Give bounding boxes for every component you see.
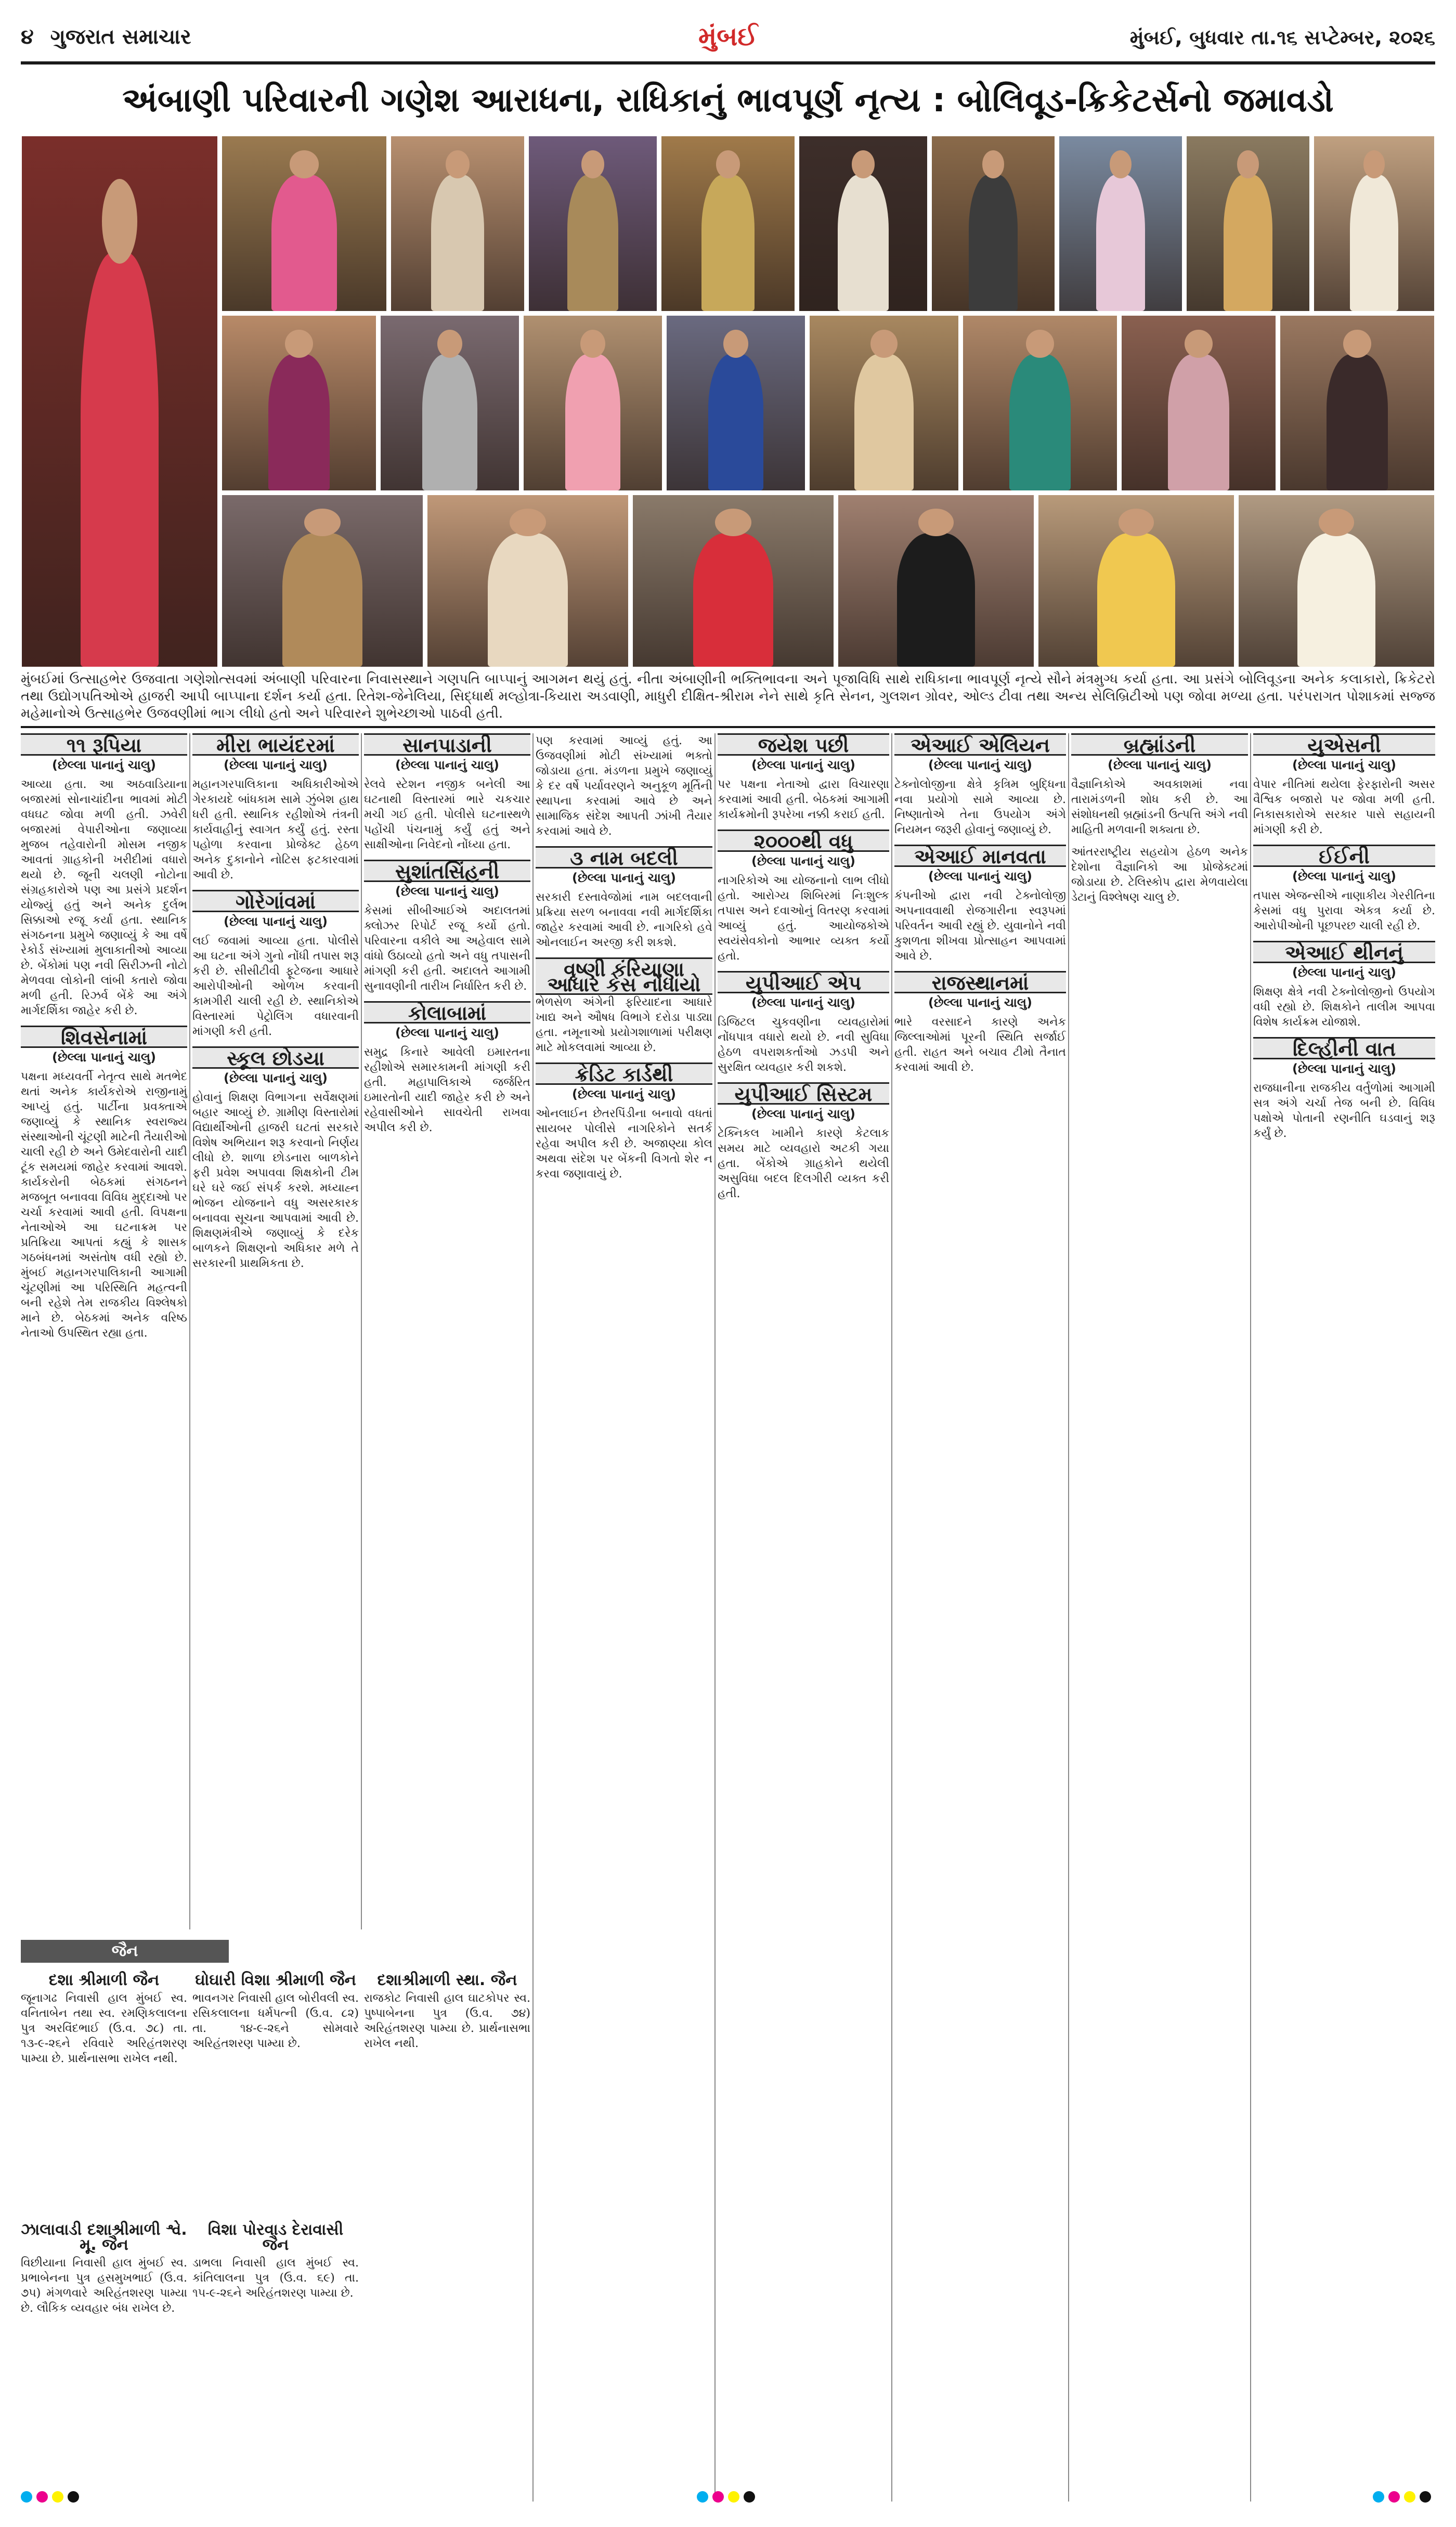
photo-subject-head bbox=[1237, 150, 1259, 178]
continuation-note: (છેલ્લા પાનાનું ચાલુ) bbox=[1107, 758, 1212, 772]
news-heading: એઆઈ માનવતા bbox=[894, 845, 1066, 867]
news-body: આંતરરાષ્ટ્રીય સહયોગ હેઠળ અનેક દેશોના વૈજ્ઞાનિકો આ પ્રોજેક્ટમાં જોડાયા છે. ટેલિસ્કોપ દ્વારા મેળવાયેલા ડેટાનું વિશ્લેષણ ચાલુ છે. bbox=[1071, 846, 1248, 904]
news-body: સરકારી દસ્તાવેજોમાં નામ બદલવાની પ્રક્રિયા સરળ બનાવવા નવી માર્ગદર્શિકા જાહેર કરવામાં આવી છે. નાગરિકો હવે ઓનલાઈન અરજી કરી શકશે. bbox=[536, 891, 712, 949]
article-column bbox=[536, 733, 712, 2502]
photo-subject bbox=[1009, 354, 1071, 490]
continuation-note: (છેલ્લા પાનાનું ચાલુ) bbox=[51, 758, 157, 772]
gallery-photo bbox=[1238, 494, 1435, 668]
news-body: ઓનલાઈન છેતરપિંડીના બનાવો વધતાં સાયબર પોલીસે નાગરિકોને સતર્ક રહેવા અપીલ કરી છે. અજાણ્યા કોલ અથવા સંદેશ પર બેંકની વિગતો શેર ન કરવા જણાવાયું છે. bbox=[536, 1107, 712, 1181]
news-heading: સાનપાડાની bbox=[364, 733, 530, 756]
registration-marks-center bbox=[697, 2491, 759, 2507]
obituary-text: રાજકોટ નિવાસી હાલ ઘાટકોપર સ્વ. પુષ્પાબેનના પુત્ર (ઉ.વ. ૭૪) અરિહંતશરણ પામ્યા છે. પ્રાર્થનાસભા રાખેલ નથી. bbox=[364, 1992, 530, 2050]
photo-gallery bbox=[21, 135, 1435, 668]
news-body: આવ્યા હતા. આ અઠવાડિયાના બજારમાં સોનાચાંદીના ભાવમાં મોટી વધઘટ જોવા મળી હતી. ઝવેરી બજારમાં વેપારીઓના જણાવ્યા મુજબ તહેવારોની મોસમ નજીક આવતાં ગ્રાહકોની ખરીદીમાં વધારો થયો છે. જૂની ચલણી નોટોના સંગ્રહકારોએ પણ આ પ્રસંગે પ્રદર્શન યોજ્યું હતું અને અનેક દુર્લભ સિક્કાઓ રજૂ કર્યા હતા. સ્થાનિક સંગઠનના પ્રમુખે જણાવ્યું કે આ વર્ષે રેકોર્ડ સંખ્યામાં મુલાકાતીઓ આવ્યા છે. બેંકોમાં પણ નવી સિરીઝની નોટો મેળવવા લોકોની લાંબી કતારો જોવા મળી હતી. રિઝર્વ બેંકે આ અંગે માર્ગદર્શિકા જાહેર કરી છે. bbox=[21, 778, 187, 1017]
gallery-photo bbox=[962, 315, 1118, 491]
photo-subject bbox=[567, 175, 618, 311]
gallery-photo bbox=[660, 135, 796, 312]
gallery-photo bbox=[1186, 135, 1310, 312]
photo-subject bbox=[488, 533, 568, 667]
news-item bbox=[718, 971, 889, 1075]
yellow-mark bbox=[52, 2491, 63, 2503]
news-heading: શિવસેનામાં bbox=[21, 1026, 187, 1048]
news-body: પક્ષના મધ્યવર્તી નેતૃત્વ સાથે મતભેદ થતાં અનેક કાર્યકરોએ રાજીનામું આપ્યું હતું. પાર્ટીના પ્રવક્તાએ જણાવ્યું કે સ્થાનિક સ્વરાજ્ય સંસ્થાઓની ચૂંટણી માટેની તૈયારીઓ ચાલી રહી છે અને ઉમેદવારોની યાદી ટૂંક સમયમાં જાહેર કરવામાં આવશે. કાર્યકરોની બેઠકમાં સંગઠનને મજબૂત બનાવવા વિવિધ મુદ્દાઓ પર ચર્ચા કરવામાં આવી હતી. વિપક્ષના નેતાઓએ આ ઘટનાક્રમ પર પ્રતિક્રિયા આપતાં કહ્યું કે શાસક ગઠબંધનમાં અસંતોષ વધી રહ્યો છે. મુંબઈ મહાનગરપાલિકાની આગામી ચૂંટણીમાં આ પરિસ્થિતિ મહત્વની બની રહેશે તેમ રાજકીય વિશ્લેષકો માને છે. બેઠકમાં અનેક વરિષ્ઠ નેતાઓ ઉપસ્થિત રહ્યા હતા. bbox=[21, 1070, 187, 1340]
obituary-text: ભાવનગર નિવાસી હાલ બોરીવલી સ્વ. રસિકલાલના ધર્મપત્ની (ઉ.વ. ૮૨) તા. ૧૪-૯-૨૬ને સોમવારે અરિહંતશરણ પામ્યા છે. bbox=[192, 1992, 359, 2050]
news-item bbox=[364, 733, 530, 852]
photo-subject bbox=[1350, 175, 1398, 311]
photo-subject bbox=[969, 175, 1018, 311]
photo-subject-head bbox=[1026, 330, 1054, 358]
news-item bbox=[536, 957, 712, 1055]
photo-subject-head bbox=[870, 330, 897, 358]
gallery-photo bbox=[1279, 315, 1435, 491]
continuation-note: (છેલ્લા પાનાનું ચાલુ) bbox=[223, 758, 328, 772]
obituary-text: વિછીયાના નિવાસી હાલ મુંબઈ સ્વ. પ્રભાબેનના પુત્ર હસમુખભાઈ (ઉ.વ. ૭૫) મંગળવારે અરિહંતશરણ પામ્યા છે. લૌકિક વ્યવહાર બંધ રાખેલ છે. bbox=[21, 2257, 187, 2315]
photo-subject bbox=[81, 253, 159, 667]
gallery-photo bbox=[426, 494, 629, 668]
news-item bbox=[21, 733, 187, 1018]
news-body: ભારે વરસાદને કારણે અનેક જિલ્લાઓમાં પૂરની સ્થિતિ સર્જાઈ હતી. રાહત અને બચાવ ટીમો તૈનાત કરવામાં આવી છે. bbox=[894, 1016, 1066, 1074]
column-rule bbox=[532, 733, 534, 2502]
yellow-mark bbox=[728, 2491, 739, 2503]
photo-subject-head bbox=[304, 509, 340, 536]
photo-subject bbox=[1168, 354, 1229, 490]
photo-subject-head bbox=[852, 150, 875, 178]
photo-subject-head bbox=[285, 330, 313, 358]
news-item bbox=[1253, 941, 1435, 1030]
magenta-mark bbox=[36, 2491, 48, 2503]
photo-subject bbox=[693, 533, 773, 667]
photo-subject bbox=[565, 354, 620, 490]
gallery-photo bbox=[837, 494, 1035, 668]
continuation-note: (છેલ્લા પાનાનું ચાલુ) bbox=[1292, 758, 1397, 772]
cyan-mark bbox=[1373, 2491, 1384, 2503]
masthead-rule bbox=[21, 61, 1435, 64]
gallery-photo bbox=[632, 494, 835, 668]
news-body: હોવાનું શિક્ષણ વિભાગના સર્વેક્ષણમાં બહાર આવ્યું છે. ગ્રામીણ વિસ્તારોમાં વિદ્યાર્થીઓની હાજરી ઘટતાં સરકારે વિશેષ અભિયાન શરૂ કરવાનો નિર્ણય લીધો છે. શાળા છોડનારા બાળકોને ફરી પ્રવેશ અપાવવા શિક્ષકોની ટીમ ઘરે ઘરે જઈ સંપર્ક કરશે. મધ્યાહ્ન ભોજન યોજનાને વધુ અસરકારક બનાવવા સૂચના આપવામાં આવી છે. શિક્ષણમંત્રીએ જણાવ્યું કે દરેક બાળકને શિક્ષણનો અધિકાર મળે તે સરકારની પ્રાથમિકતા છે. bbox=[192, 1091, 359, 1270]
photo-subject-head bbox=[1319, 509, 1354, 536]
black-mark bbox=[1420, 2491, 1431, 2503]
gallery-photo bbox=[21, 135, 218, 668]
news-item bbox=[536, 733, 712, 839]
news-body: વેપાર નીતિમાં થયેલા ફેરફારોની અસર વૈશ્વિક બજારો પર જોવા મળી હતી. નિકાસકારોએ સરકાર પાસે સહાયની માંગણી કરી છે. bbox=[1253, 778, 1435, 836]
news-heading: વૃષ્ણી કંરિયાણા આધાર કેસ નોંધાયો bbox=[536, 957, 712, 995]
masthead-left bbox=[21, 25, 191, 49]
news-item bbox=[894, 971, 1066, 1075]
news-body: શિક્ષણ ક્ષેત્રે નવી ટેક્નોલોજીનો ઉપયોગ વધી રહ્યો છે. શિક્ષકોને તાલીમ આપવા વિશેષ કાર્યક્રમ યોજાશે. bbox=[1253, 986, 1435, 1029]
obituary-entry bbox=[364, 1968, 530, 2478]
gallery-photo bbox=[221, 494, 424, 668]
magenta-mark bbox=[1388, 2491, 1400, 2503]
photo-subject-head bbox=[1110, 150, 1132, 178]
obituary-community-title: ઝાલાવાડી દશાશ્રીમાળી શ્વે. મૂ. જૈન bbox=[21, 2221, 187, 2254]
photo-subject-head bbox=[716, 150, 740, 178]
gallery-photo bbox=[380, 315, 520, 491]
gallery-photo bbox=[931, 135, 1056, 312]
continuation-note: (છેલ્લા પાનાનું ચાલુ) bbox=[223, 1071, 328, 1085]
continuation-note: (છેલ્લા પાનાનું ચાલુ) bbox=[51, 1050, 157, 1065]
dateline: મુંબઈ, બુધવાર તા.૧૬ સપ્ટેમ્બર, ૨૦૨૬ bbox=[1129, 26, 1435, 49]
column-rule bbox=[1250, 733, 1251, 2502]
photo-subject bbox=[701, 175, 755, 311]
column-rule bbox=[714, 733, 716, 2502]
gallery-caption: મુંબઈમાં ઉત્સાહભેર ઉજવાતા ગણેશોત્સવમાં અંબાણી પરિવારના નિવાસસ્થાને ગણપતિ બાપ્પાનું આગમન થયું હતું. નીતા અંબાણીની ભક્તિભાવના અને પૂજાવિધિ સાથે રાધિકાના ભાવપૂર્ણ નૃત્યે સૌને મંત્રમુગ્ધ કર્યા હતા. આ પ્રસંગે બોલિવૂડના અનેક કલાકારો, ક્રિકેટરો તથા ઉદ્યોગપતિઓએ હાજરી આપી બાપ્પાના દર્શન કર્યા હતા. રિતેશ-જેનેલિયા, સિદ્ધાર્થ મલ્હોત્રા-કિયારા અડવાણી, માધુરી દીક્ષિત-શ્રીરામ નેને સાથે કૃતિ સેનન, ગુલશન ગ્રોવર, ઓલ્ડ ટીવા તથા અન્ય સેલિબ્રિટીઓ પણ જોવા મળ્યા હતા. પરંપરાગત પોશાકમાં સજ્જ મહેમાનોએ ઉત્સાહભેર ઉજવણીમાં ભાગ લીધો હતો અને પરિવારને શુભેચ્છાઓ પાઠવી હતી. bbox=[21, 671, 1435, 721]
gallery-photo bbox=[666, 315, 806, 491]
gallery-photo bbox=[221, 135, 387, 312]
gallery-photo bbox=[1037, 494, 1235, 668]
photo-subject-head bbox=[1185, 330, 1212, 358]
photo-subject-head bbox=[581, 150, 604, 178]
news-heading: દિલ્હીની વાત bbox=[1253, 1037, 1435, 1059]
gallery-photo bbox=[221, 315, 377, 491]
photo-subject-head bbox=[1119, 509, 1154, 536]
gallery-photo bbox=[809, 315, 959, 491]
news-body: સમુદ્ર કિનારે આવેલી ઇમારતના રહીશોએ સમારકામની માંગણી કરી હતી. મહાપાલિકાએ જર્જરિત ઇમારતોની યાદી જાહેર કરી છે અને રહેવાસીઓને સાવચેતી રાખવા અપીલ કરી છે. bbox=[364, 1046, 530, 1134]
photo-subject-head bbox=[446, 150, 470, 178]
obituary-banner: જૈન bbox=[21, 1940, 229, 1963]
article-column bbox=[1071, 733, 1248, 2502]
photo-subject bbox=[1327, 354, 1388, 490]
photo-subject-head bbox=[580, 330, 605, 358]
news-item bbox=[536, 846, 712, 950]
news-heading: ૨૦૦૦થી વધુ bbox=[718, 830, 889, 852]
continuation-note: (છેલ્લા પાનાનું ચાલુ) bbox=[751, 1107, 856, 1121]
continuation-note: (છેલ્લા પાનાનું ચાલુ) bbox=[223, 914, 328, 929]
news-body: લઈ જવામાં આવ્યા હતા. પોલીસે આ ઘટના અંગે ગુનો નોંધી તપાસ શરૂ કરી છે. સીસીટીવી ફૂટેજના આધારે આરોપીઓની ઓળખ કરવાની કામગીરી ચાલી રહી છે. સ્થાનિકોએ વિસ્તારમાં પેટ્રોલિંગ વધારવાની માંગણી કરી હતી. bbox=[192, 935, 359, 1038]
registration-marks-right bbox=[1373, 2491, 1435, 2507]
news-heading: સ્કૂલ છોડયા bbox=[192, 1046, 359, 1069]
photo-subject bbox=[1097, 533, 1175, 667]
article-column bbox=[192, 733, 359, 1929]
news-item bbox=[21, 1026, 187, 1341]
news-item bbox=[1071, 845, 1248, 905]
news-item bbox=[536, 1062, 712, 1182]
gallery-photo bbox=[523, 315, 663, 491]
obituary-entry bbox=[192, 1968, 359, 2213]
article-column bbox=[21, 733, 187, 1929]
photo-subject-head bbox=[510, 509, 545, 536]
news-heading: કોલાબામાં bbox=[364, 1001, 530, 1023]
news-item bbox=[718, 830, 889, 964]
news-heading: યુએસની bbox=[1253, 733, 1435, 756]
photo-subject-head bbox=[918, 509, 954, 536]
gallery-photo bbox=[798, 135, 928, 312]
page-number: ૪ bbox=[21, 25, 34, 49]
photo-subject-head bbox=[715, 509, 751, 536]
article-column bbox=[1253, 733, 1435, 2502]
photo-subject bbox=[838, 175, 889, 311]
news-body: રાજધાનીના રાજકીય વર્તુળોમાં આગામી સત્ર અંગે ચર્ચા તેજ બની છે. વિવિધ પક્ષોએ પોતાની રણનીતિ ઘડવાનું શરૂ કર્યું છે. bbox=[1253, 1082, 1435, 1140]
news-heading: જયેશ પછી bbox=[718, 733, 889, 756]
magenta-mark bbox=[712, 2491, 724, 2503]
gallery-photo bbox=[390, 135, 525, 312]
news-item bbox=[718, 1082, 889, 1201]
news-heading: યુપીઆઈ એપ bbox=[718, 971, 889, 993]
photo-subject bbox=[422, 354, 477, 490]
yellow-mark bbox=[1404, 2491, 1415, 2503]
news-body: ભેળસેળ અંગેની ફરિયાદના આધારે ખાદ્ય અને ઔષધ વિભાગે દરોડા પાડ્યા હતા. નમૂનાઓ પ્રયોગશાળામાં પરીક્ષણ માટે મોકલવામાં આવ્યા છે. bbox=[536, 996, 712, 1054]
news-heading: ઈઈની bbox=[1253, 845, 1435, 867]
masthead bbox=[21, 15, 1435, 61]
photo-subject-head bbox=[982, 150, 1004, 178]
continuation-note: (છેલ્લા પાનાનું ચાલુ) bbox=[928, 995, 1033, 1010]
news-body: વૈજ્ઞાનિકોએ અવકાશમાં નવા તારામંડળની શોધ કરી છે. આ સંશોધનથી બ્રહ્માંડની ઉત્પત્તિ અંગે નવી માહિતી મળવાની શક્યતા છે. bbox=[1071, 778, 1248, 836]
news-heading: ૧૧ રૂપિયા bbox=[21, 733, 187, 756]
news-item bbox=[894, 733, 1066, 837]
black-mark bbox=[744, 2491, 755, 2503]
news-heading: ગોરેગાંવમાં bbox=[192, 890, 359, 912]
news-item bbox=[894, 845, 1066, 964]
news-body: તપાસ એજન્સીએ નાણાકીય ગેરરીતિના કેસમાં વધુ પુરાવા એકત્ર કર્યા છે. આરોપીઓની પૂછપરછ ચાલી રહી છે. bbox=[1253, 889, 1435, 932]
news-body: ટેક્નોલોજીના ક્ષેત્રે કૃત્રિમ બુદ્ધિના નવા પ્રયોગો સામે આવ્યા છે. નિષ્ણાતોએ તેના ઉપયોગ અંગે નિયમન જરૂરી હોવાનું જણાવ્યું છે. bbox=[894, 778, 1066, 836]
main-headline: અંબાણી પરિવારની ગણેશ આરાધના, રાધિકાનું ભાવપૂર્ણ નૃત્ય : બોલિવૂડ-ક્રિકેટર્સનો જમાવડો bbox=[122, 81, 1334, 120]
continuation-note: (છેલ્લા પાનાનું ચાલુ) bbox=[571, 871, 677, 885]
news-item bbox=[1253, 733, 1435, 837]
news-body: મહાનગરપાલિકાના અધિકારીઓએ ગેરકાયદે બાંધકામ સામે ઝુંબેશ હાથ ધરી હતી. સ્થાનિક રહીશોએ તંત્રની કાર્યવાહીનું સ્વાગત કર્યું હતું. રસ્તા પહોળા કરવાના પ્રોજેક્ટ હેઠળ અનેક દુકાનોને નોટિસ ફટકારવામાં આવી છે. bbox=[192, 778, 359, 882]
photo-subject bbox=[1096, 175, 1145, 311]
column-rule bbox=[891, 733, 892, 2502]
news-item bbox=[192, 890, 359, 1039]
photo-subject-head bbox=[290, 150, 319, 178]
obituary-text: ડાભલા નિવાસી હાલ મુંબઈ સ્વ. કાંતિલાલના પુત્ર (ઉ.વ. ૬૯) તા. ૧૫-૯-૨૬ને અરિહંતશરણ પામ્યા છે. bbox=[192, 2257, 359, 2300]
article-column bbox=[364, 733, 530, 1929]
news-item bbox=[192, 1046, 359, 1271]
news-item bbox=[1253, 845, 1435, 934]
news-item bbox=[718, 733, 889, 822]
news-heading: એઆઈ એલિયન bbox=[894, 733, 1066, 756]
photo-subject bbox=[1297, 533, 1375, 667]
cyan-mark bbox=[697, 2491, 708, 2503]
photo-subject bbox=[431, 175, 484, 311]
news-item bbox=[192, 733, 359, 883]
obituary-text: જૂનાગઢ નિવાસી હાલ મુંબઈ સ્વ. વનિતાબેન તથા સ્વ. રમણિકલાલના પુત્ર અરવિંદભાઈ (ઉ.વ. ૭૮) તા. ૧૩-૯-૨૬ને રવિવારે અરિહંતશરણ પામ્યા છે. પ્રાર્થનાસભા રાખેલ નથી. bbox=[21, 1992, 187, 2065]
registration-marks-left bbox=[21, 2491, 83, 2507]
article-column bbox=[718, 733, 889, 2502]
news-body: કંપનીઓ દ્વારા નવી ટેક્નોલોજી અપનાવવાથી રોજગારીના સ્વરૂપમાં પરિવર્તન આવી રહ્યું છે. યુવાનોને નવી કુશળતા શીખવા પ્રોત્સાહન આપવામાં આવે છે. bbox=[894, 889, 1066, 963]
photo-subject bbox=[268, 354, 330, 490]
news-heading: ક્રેડિટ કાર્ડથી bbox=[536, 1062, 712, 1085]
news-heading: યુપીઆઈ સિસ્ટમ bbox=[718, 1082, 889, 1105]
news-body: પર પક્ષના નેતાઓ દ્વારા વિચારણા કરવામાં આવી હતી. બેઠકમાં આગામી કાર્યક્રમોની રૂપરેખા નક્કી કરાઈ હતી. bbox=[718, 778, 889, 821]
news-body: કેસમાં સીબીઆઈએ અદાલતમાં ક્લોઝર રિપોર્ટ રજૂ કર્યો હતો. પરિવારના વકીલે આ અહેવાલ સામે વાંધો ઉઠાવ્યો હતો અને વધુ તપાસની માંગણી કરી હતી. અદાલતે આગામી સુનાવણીની તારીખ નિર્ધારિત કરી છે. bbox=[364, 904, 530, 993]
obituary-entry bbox=[192, 2218, 359, 2478]
news-body: નાગરિકોએ આ યોજનાનો લાભ લીધો હતો. આરોગ્ય શિબિરમાં નિઃશુલ્ક તપાસ અને દવાઓનું વિતરણ કરવામાં આવ્યું હતું. આયોજકોએ સ્વયંસેવકોનો આભાર વ્યક્ત કર્યો હતો. bbox=[718, 874, 889, 963]
gallery-photo bbox=[1121, 315, 1277, 491]
continuation-note: (છેલ્લા પાનાનું ચાલુ) bbox=[1292, 869, 1397, 884]
photo-subject bbox=[271, 175, 337, 311]
obituary-community-title: દશાશ્રીમાળી સ્થા. જૈન bbox=[377, 1971, 517, 1989]
obituary-community-title: દશા શ્રીમાળી જૈન bbox=[48, 1971, 160, 1989]
news-heading: ૩ નામ બદલી bbox=[536, 846, 712, 869]
gallery-photo bbox=[1313, 135, 1435, 312]
cyan-mark bbox=[21, 2491, 32, 2503]
news-item bbox=[1071, 733, 1248, 837]
photo-subject-head bbox=[102, 179, 137, 264]
continuation-note: (છેલ્લા પાનાનું ચાલુ) bbox=[928, 758, 1033, 772]
column-rule bbox=[189, 733, 190, 1929]
newspaper-brand: ગુજરાત સમાચાર bbox=[50, 25, 191, 49]
section-title: મુંબઈ bbox=[681, 15, 775, 58]
caption-rule bbox=[21, 726, 1435, 728]
news-heading: બ્રહ્માંડની bbox=[1071, 733, 1248, 756]
obituary-entry bbox=[21, 1968, 187, 2213]
gallery-photo bbox=[528, 135, 658, 312]
obituary-community-title: વિશા પોરવાડ દેરાવાસી જૈન bbox=[207, 2221, 344, 2254]
photo-subject bbox=[897, 533, 975, 667]
news-item bbox=[1253, 1037, 1435, 1141]
black-mark bbox=[68, 2491, 79, 2503]
article-column bbox=[894, 733, 1066, 2502]
column-rule bbox=[1068, 733, 1069, 2502]
obituary-entry bbox=[21, 2218, 187, 2478]
continuation-note: (છેલ્લા પાનાનું ચાલુ) bbox=[751, 758, 856, 772]
news-heading: એઆઈ થીનનું bbox=[1253, 941, 1435, 963]
news-heading: સુશાંતસિંહની bbox=[364, 860, 530, 882]
gallery-photo bbox=[1058, 135, 1183, 312]
news-heading: મીરા ભાયંદરમાં bbox=[192, 733, 359, 756]
news-item bbox=[364, 1001, 530, 1135]
continuation-note: (છેલ્લા પાનાનું ચાલુ) bbox=[1292, 1061, 1397, 1076]
continuation-note: (છેલ્લા પાનાનું ચાલુ) bbox=[928, 869, 1033, 884]
continuation-note: (છેલ્લા પાનાનું ચાલુ) bbox=[751, 995, 856, 1010]
photo-subject bbox=[708, 354, 763, 490]
photo-subject-head bbox=[723, 330, 748, 358]
continuation-note: (છેલ્લા પાનાનું ચાલુ) bbox=[395, 758, 500, 772]
continuation-note: (છેલ્લા પાનાનું ચાલુ) bbox=[571, 1087, 677, 1101]
column-rule bbox=[361, 733, 362, 1929]
continuation-note: (છેલ્લા પાનાનું ચાલુ) bbox=[395, 884, 500, 899]
news-item bbox=[364, 860, 530, 994]
continuation-note: (છેલ્લા પાનાનું ચાલુ) bbox=[1292, 965, 1397, 980]
news-body: રેલવે સ્ટેશન નજીક બનેલી આ ઘટનાથી વિસ્તારમાં ભારે ચકચાર મચી ગઈ હતી. પોલીસે ઘટનાસ્થળે પહોંચી પંચનામું કર્યું હતું અને સાક્ષીઓના નિવેદનો નોંધ્યા હતા. bbox=[364, 778, 530, 851]
news-body: ટેક્નિકલ ખામીને કારણે કેટલાક સમય માટે વ્યવહારો અટકી ગયા હતા. બેંકોએ ગ્રાહકોને થયેલી અસુવિધા બદલ દિલગીરી વ્યક્ત કરી હતી. bbox=[718, 1127, 889, 1200]
photo-subject bbox=[854, 354, 914, 490]
news-heading: રાજસ્થાનમાં bbox=[894, 971, 1066, 993]
photo-subject-head bbox=[1363, 150, 1385, 178]
continuation-note: (છેલ્લા પાનાનું ચાલુ) bbox=[751, 854, 856, 869]
photo-subject-head bbox=[1343, 330, 1371, 358]
photo-subject bbox=[1224, 175, 1272, 311]
continuation-note: (છેલ્લા પાનાનું ચાલુ) bbox=[395, 1026, 500, 1040]
news-body: ડિજિટલ ચુકવણીના વ્યવહારોમાં નોંધપાત્ર વધારો થયો છે. નવી સુવિધા હેઠળ વપરાશકર્તાઓ ઝડપી અને સુરક્ષિત વ્યવહાર કરી શકશે. bbox=[718, 1016, 889, 1074]
photo-subject-head bbox=[437, 330, 462, 358]
photo-subject bbox=[282, 533, 362, 667]
obituary-community-title: ઘોઘારી વિશા શ્રીમાળી જૈન bbox=[195, 1971, 356, 1989]
news-body: પણ કરવામાં આવ્યું હતું. આ ઉજવણીમાં મોટી સંખ્યામાં ભક્તો જોડાયા હતા. મંડળના પ્રમુખે જણાવ્યું કે દર વર્ષે પર્યાવરણને અનુકૂળ મૂર્તિની સ્થાપના કરવામાં આવે છે અને સામાજિક સંદેશ આપતી ઝાંખી તૈયાર કરવામાં આવે છે. bbox=[536, 734, 712, 838]
